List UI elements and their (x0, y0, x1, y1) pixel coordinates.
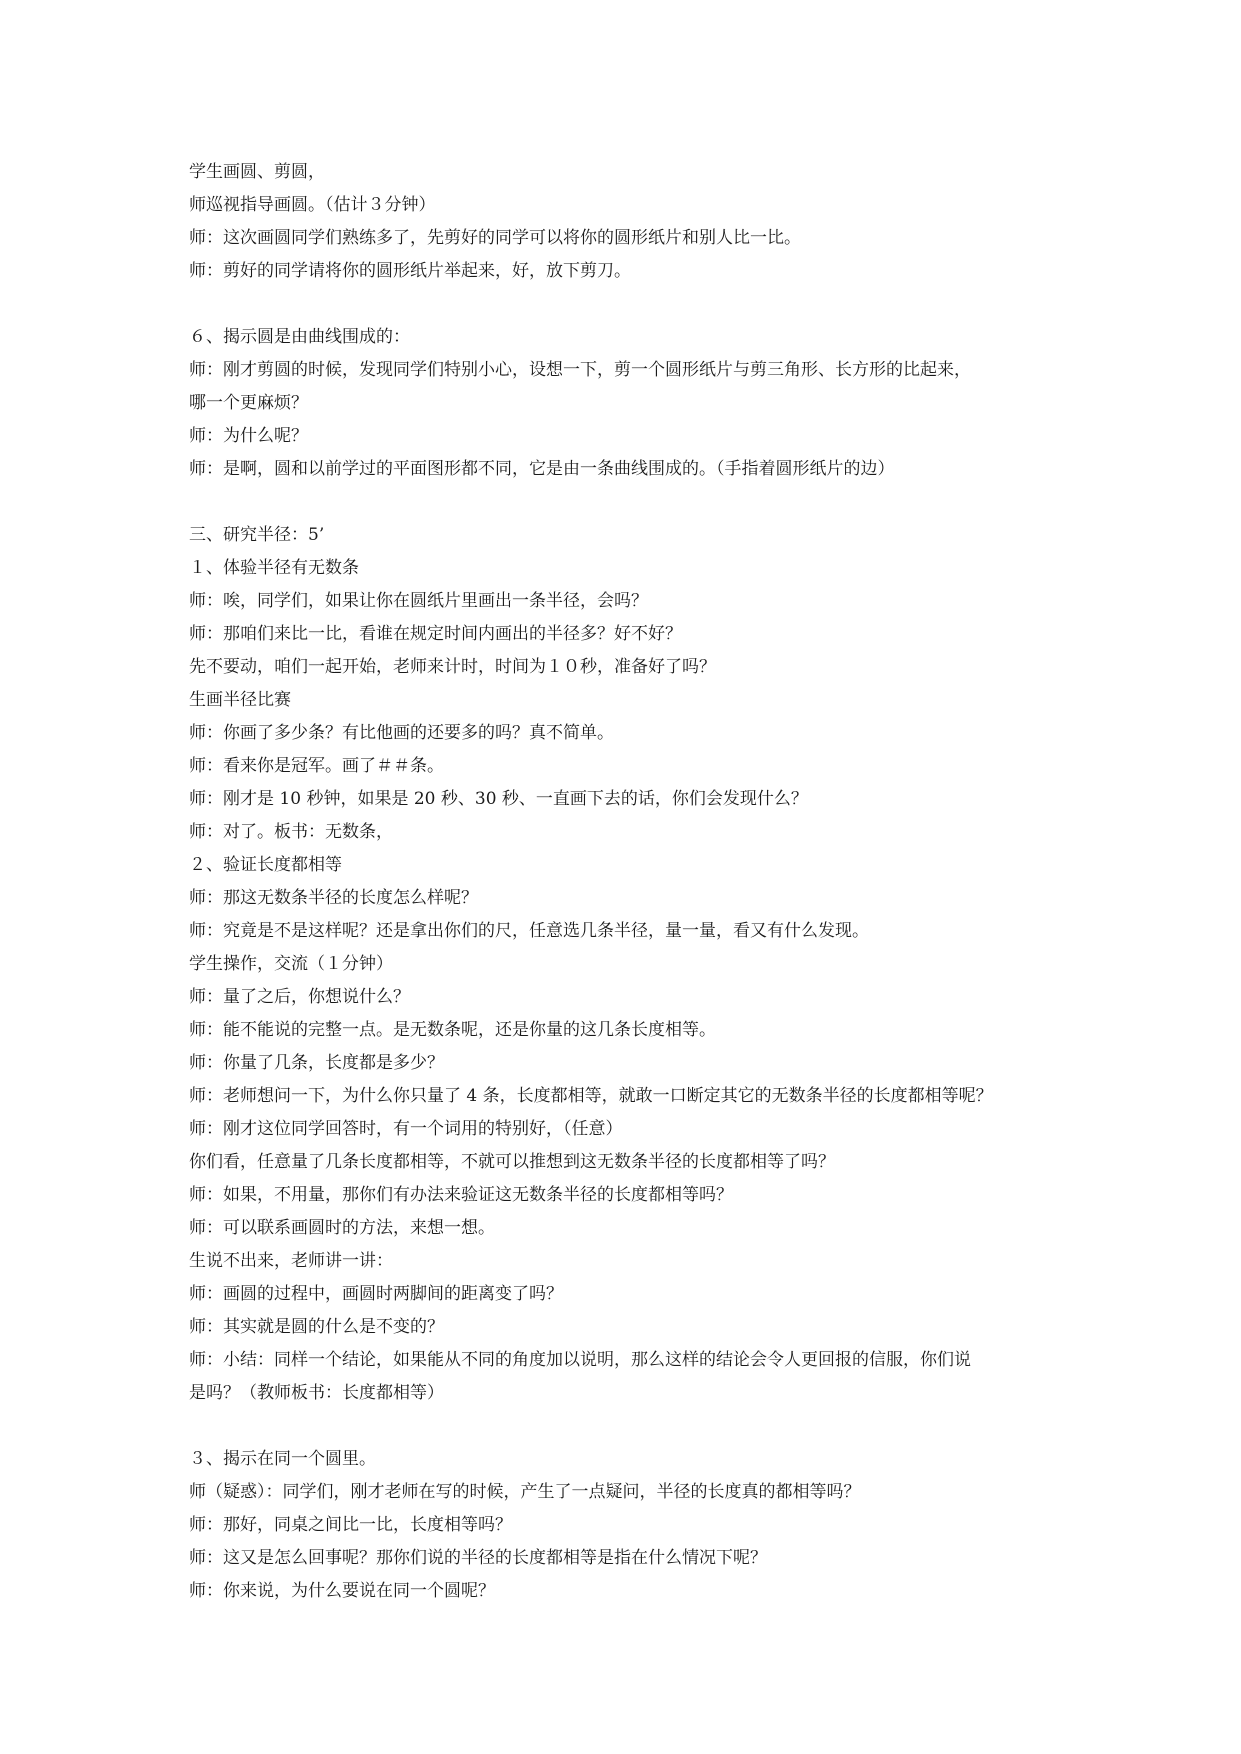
text-line: 师（疑惑）：同学们，刚才老师在写的时候，产生了一点疑问，半径的长度真的都相等吗？ (189, 1482, 861, 1502)
text-line: 师：究竟是不是这样呢？还是拿出你们的尺，任意选几条半径，量一量，看又有什么发现。 (189, 921, 869, 941)
text-line: 师：小结：同样一个结论，如果能从不同的角度加以说明，那么这样的结论会令人更回报的信服，你们说 (189, 1350, 971, 1370)
text-line: 师：刚才是 10 秒钟，如果是 20 秒、30 秒、一直画下去的话，你们会发现什么？ (189, 789, 808, 809)
text-line: 学生画圆、剪圆， (189, 162, 325, 182)
text-line: 师：量了之后，你想说什么？ (189, 987, 410, 1007)
text-line: 师：你来说，为什么要说在同一个圆呢？ (189, 1581, 495, 1601)
text-line: ６、揭示圆是由曲线围成的： (189, 327, 410, 347)
text-line: 师：如果，不用量，那你们有办法来验证这无数条半径的长度都相等吗？ (189, 1185, 733, 1205)
text-line: 师：你量了几条，长度都是多少？ (189, 1053, 444, 1073)
text-line: 师：对了。板书：无数条， (189, 822, 393, 842)
text-line: 师巡视指导画圆。（估计３分钟） (189, 195, 436, 215)
text-line: 师：能不能说的完整一点。是无数条呢，还是你量的这几条长度相等。 (189, 1020, 716, 1040)
blank-line (189, 486, 1069, 519)
text-line: 师：可以联系画圆时的方法，来想一想。 (189, 1218, 495, 1238)
text-line: 师：为什么呢？ (189, 426, 308, 446)
text-line: 学生操作，交流（１分钟） (189, 954, 393, 974)
text-line: 师：刚才这位同学回答时，有一个词用的特别好，（任意） (189, 1119, 623, 1139)
blank-line (189, 1410, 1069, 1443)
text-line: 生画半径比赛 (189, 690, 291, 710)
text-line: 生说不出来，老师讲一讲： (189, 1251, 393, 1271)
document-body (189, 156, 1069, 1608)
text-line: 你们看，任意量了几条长度都相等，不就可以推想到这无数条半径的长度都相等了吗？ (189, 1152, 835, 1172)
blank-line (189, 288, 1069, 321)
text-line: 师：画圆的过程中，画圆时两脚间的距离变了吗？ (189, 1284, 563, 1304)
text-line: 师：那咱们来比一比，看谁在规定时间内画出的半径多？好不好？ (189, 624, 682, 644)
text-line: 是吗？（教师板书：长度都相等） (189, 1383, 444, 1403)
text-line: 哪一个更麻烦？ (189, 393, 308, 413)
text-line: 师：那这无数条半径的长度怎么样呢？ (189, 888, 478, 908)
text-line: 师：看来你是冠军。画了＃＃条。 (189, 756, 444, 776)
text-line: 师：老师想问一下，为什么你只量了 4 条，长度都相等，就敢一口断定其它的无数条半径的长度都相等呢？ (189, 1086, 993, 1106)
text-line: ２、验证长度都相等 (189, 855, 342, 875)
text-line: 师：那好，同桌之间比一比，长度相等吗？ (189, 1515, 512, 1535)
text-line: 师：其实就是圆的什么是不变的？ (189, 1317, 444, 1337)
text-line: 先不要动，咱们一起开始，老师来计时，时间为１０秒，准备好了吗？ (189, 657, 716, 677)
text-line: １、体验半径有无数条 (189, 558, 359, 578)
text-line: 师：你画了多少条？有比他画的还要多的吗？真不简单。 (189, 723, 614, 743)
text-line: 师：是啊，圆和以前学过的平面图形都不同，它是由一条曲线围成的。（手指着圆形纸片的边） (189, 459, 895, 479)
text-line: 师：剪好的同学请将你的圆形纸片举起来，好，放下剪刀。 (189, 261, 631, 281)
text-line: 师：唉，同学们，如果让你在圆纸片里画出一条半径，会吗？ (189, 591, 648, 611)
text-line: 师：这又是怎么回事呢？那你们说的半径的长度都相等是指在什么情况下呢？ (189, 1548, 767, 1568)
text-line: 三、研究半径：5’ (189, 525, 325, 545)
text-line: 师：刚才剪圆的时候，发现同学们特别小心，设想一下，剪一个圆形纸片与剪三角形、长方形的比起来， (189, 360, 971, 380)
text-line: ３、揭示在同一个圆里。 (189, 1449, 376, 1469)
text-line: 师：这次画圆同学们熟练多了，先剪好的同学可以将你的圆形纸片和别人比一比。 (189, 228, 801, 248)
